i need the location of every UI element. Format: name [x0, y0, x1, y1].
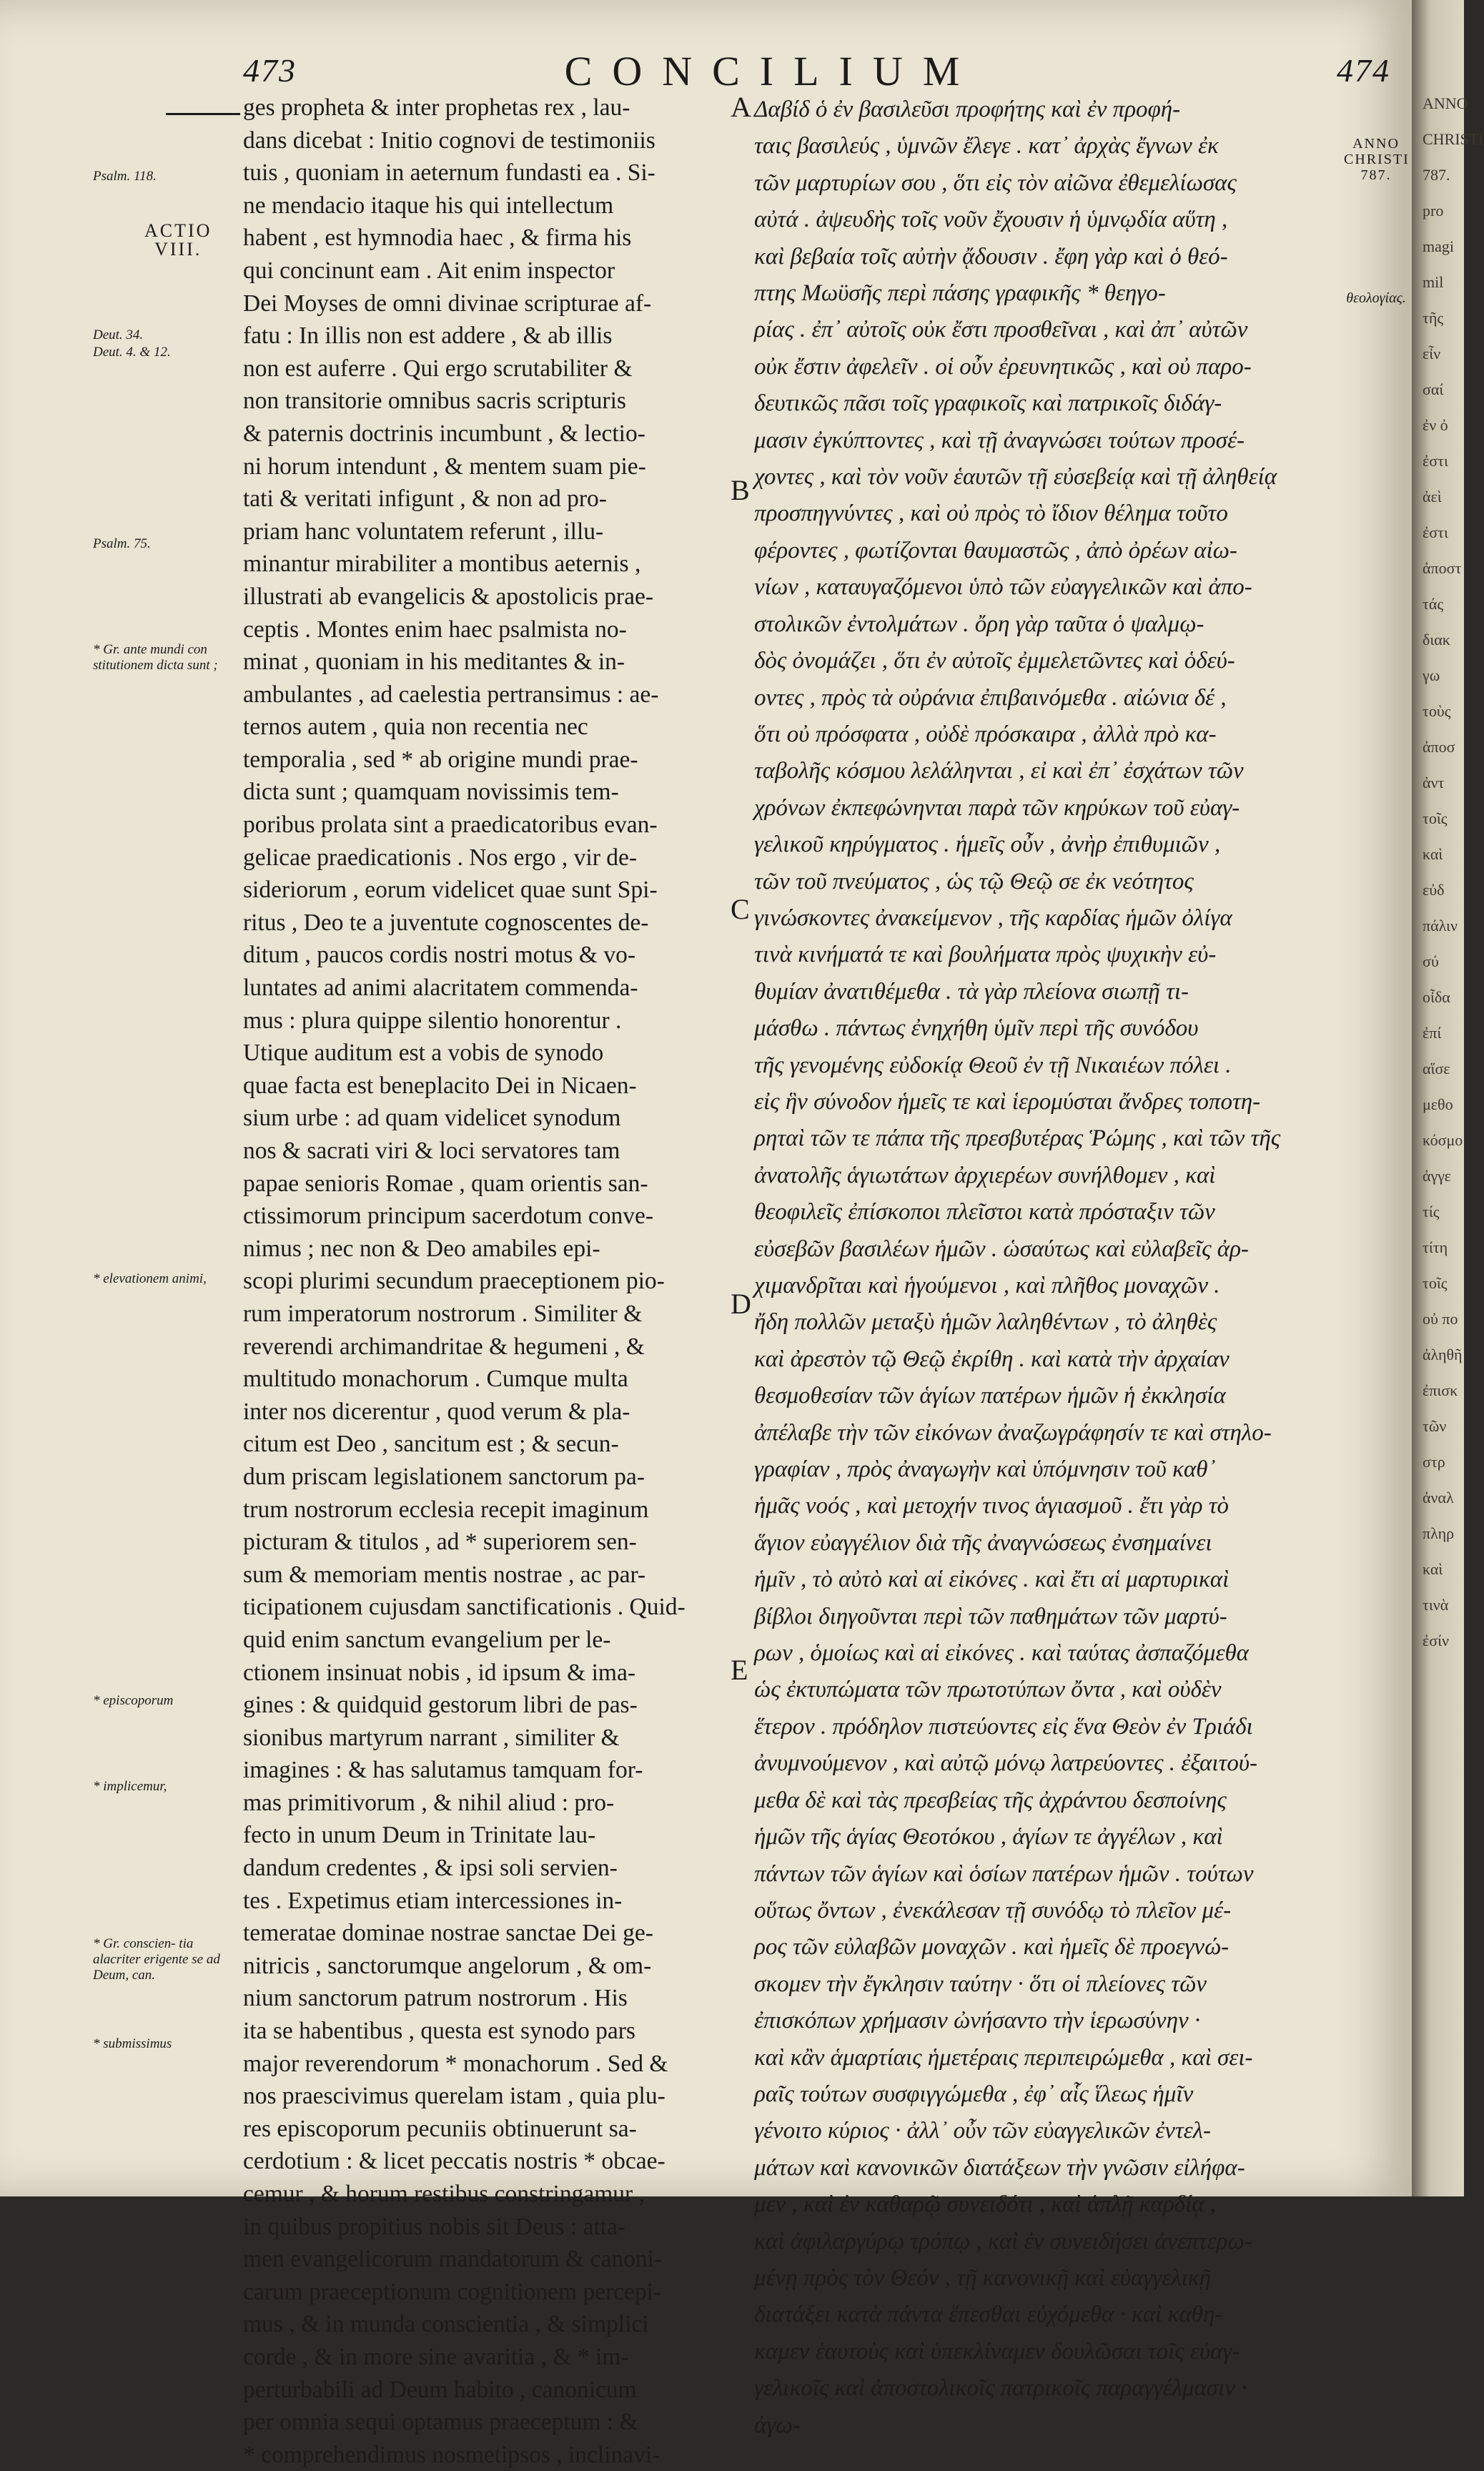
facing-page-fragment: ἀεὶ [1423, 488, 1442, 505]
latin-text-line: temeratae dominae nostrae sanctae Dei ge- [243, 1920, 653, 1947]
greek-text-line: σκομεν τὴν ἔγκλησιν ταύτην · ὅτι οἱ πλείονες τῶν [754, 1971, 1207, 1997]
facing-page-fragment: CHRISTI [1423, 130, 1484, 148]
page-number-left: 473 [243, 52, 297, 89]
section-rule [166, 113, 240, 115]
latin-text-line: tes . Expetimus etiam intercessiones in- [243, 1887, 623, 1914]
greek-text-line: εἰς ἣν σύνοδον ἡμεῖς τε καὶ ἱερομύσται ἄνδρες τοποτη- [754, 1088, 1261, 1115]
greek-text-line: ὡς ἐκτυπώματα τῶν πρωτοτύπων ὄντα , καὶ οὐδὲν [754, 1677, 1222, 1703]
facing-page-fragment: ἐσίν [1423, 1632, 1449, 1649]
greek-text-line: θεσμοθεσίαν τῶν ἁγίων πατέρων ἡμῶν ἡ ἐκκλησία [754, 1383, 1226, 1409]
greek-text-line: διατάξει κατὰ πάντα ἕπεσθαι εὐχόμεθα · καὶ καθη- [754, 2302, 1223, 2328]
latin-text-line: gelicae praedicationis . Nos ergo , vir de- [243, 844, 637, 871]
greek-text-line: οὕτως ὄντων , ἐνεκάλεσαν τῇ συνόδῳ τὸ πλεῖον μέ- [754, 1897, 1232, 1923]
greek-text-line: γελικοῖς καὶ ἀποστολικοῖς πατρικοῖς παραγγέλμασιν · [754, 2375, 1247, 2402]
greek-text-line: νίων , καταυγαζόμενοι ὑπὸ τῶν εὐαγγελικῶν καὶ ἀπο- [754, 574, 1252, 601]
facing-page-fragment: στρ [1423, 1453, 1445, 1471]
facing-page-fragment: ἀποστ [1423, 559, 1462, 577]
latin-text-line: ctionem insinuat nobis , id ipsum & ima- [243, 1659, 635, 1686]
latin-text-line: temporalia , sed * ab origine mundi prae- [243, 746, 638, 773]
greek-text-line: πτης Μωϋσῆς περὶ πάσης γραφικῆς * θεηγο- [754, 280, 1166, 307]
latin-text-line: tuis , quoniam in aeternum fundasti ea . Si- [243, 159, 656, 187]
greek-text-line: ρων , ὁμοίως καὶ αἱ εἰκόνες . καὶ ταύτας ἀσπαζόμεθα [754, 1640, 1249, 1667]
facing-page-fragment: τῶν [1423, 1417, 1447, 1435]
greek-text-line: ἤδη πολλῶν μεταξὺ ἡμῶν λαληθέντων , τὸ ἀληθὲς [754, 1309, 1217, 1336]
facing-page-fragment: ἀγγε [1423, 1167, 1451, 1185]
latin-text-line: papae senioris Romae , quam orientis san- [243, 1170, 648, 1197]
latin-text-line: scopi plurimi secundum praeceptionem pio- [243, 1268, 665, 1295]
latin-text-line: nium sanctorum patrum nostrorum . His [243, 1985, 628, 2012]
right-margin-notes [1344, 136, 1408, 307]
running-title: CONCILIUM [564, 48, 980, 94]
facing-page-fragment: οἶδα [1423, 988, 1450, 1006]
margin-note: Deut. 34. [93, 327, 144, 342]
latin-text-line: priam hanc voluntatem referunt , illu- [243, 518, 604, 545]
section-letter: E [731, 1654, 748, 1686]
facing-page-fragment: ANNO [1423, 94, 1468, 112]
greek-text-line: καὶ ἀρεστὸν τῷ Θεῷ ἐκρίθη . καὶ κατὰ τὴν ἀρχαίαν [754, 1346, 1230, 1372]
greek-text-line: ρηταὶ τῶν τε πάπα τῆς πρεσβυτέρας Ῥώμης , καὶ τῶν τῆς [754, 1125, 1281, 1152]
greek-text-line: ἕτερον . πρόδηλον πιστεύοντες εἰς ἕνα Θεὸν ἐν Τριάδι [754, 1713, 1253, 1740]
greek-text-line: γινώσκοντες ἀνακείμενον , τῆς καρδίας ἡμῶν ὀλίγα [754, 904, 1232, 931]
facing-page-fragment: σαί [1423, 380, 1444, 398]
latin-text-line: tati & veritati infigunt , & non ad pro- [243, 485, 607, 513]
latin-text-line: inter nos dicerentur , quod verum & pla- [243, 1398, 630, 1425]
greek-text-line: εὐσεβῶν βασιλέων ἡμῶν . ὡσαύτως καὶ εὐλαβεῖς ἀρ- [754, 1236, 1249, 1262]
greek-text-line: μάσθω . πάντως ἐνηχήθη ὑμῖν περὶ τῆς συνόδου [754, 1015, 1199, 1042]
actio-number: VIII. [154, 239, 202, 260]
margin-note: * Gr. conscien- tia alacriter erigente se ad Deum, can. [93, 1936, 220, 1983]
facing-page-fragment: ἀντ [1423, 774, 1445, 791]
greek-text-line: προσπηγνύντες , καὶ οὐ πρὸς τὸ ἴδιον θέλημα τοῦτο [754, 500, 1228, 527]
greek-text-line: ἡμῶν τῆς ἁγίας Θεοτόκου , ἁγίων τε ἀγγέλων , καὶ [754, 1824, 1223, 1850]
latin-text-line: ctissimorum principum sacerdotum conve- [243, 1203, 654, 1230]
greek-text-line: μεν , καὶ ἐν καθαρῷ συνειδότι , καὶ ἁπλῇ καρδίᾳ , [754, 2191, 1217, 2218]
greek-text-line: ταις βασιλεύς , ὑμνῶν ἔλεγε . κατ᾽ ἀρχὰς ἔγνων ἐκ [754, 133, 1219, 159]
latin-text-line: quae facta est beneplacito Dei in Nicaen- [243, 1072, 637, 1099]
greek-text-line: τῆς γενομένης εὐδοκίᾳ Θεοῦ ἐν τῇ Νικαιέων πόλει . [754, 1052, 1232, 1078]
latin-text-line: mus : plura quippe silentio honorentur . [243, 1007, 622, 1034]
facing-page-fragment: σύ [1423, 952, 1439, 970]
greek-column [754, 92, 1387, 2444]
margin-note: * implicemur, [93, 1779, 167, 1794]
latin-text-line: res episcoporum pecuniis obtinuerunt sa- [243, 2115, 637, 2142]
margin-note-right: θεολογίας. [1346, 290, 1406, 306]
facing-page-fragment: κόσμο [1423, 1131, 1463, 1149]
greek-text-line: βίβλοι διηγοῦνται περὶ τῶν παθημάτων τῶν μαρτύ- [754, 1603, 1227, 1629]
greek-text-line: πάντων τῶν ἁγίων καὶ ὁσίων πατέρων ἡμῶν . τούτων [754, 1860, 1254, 1887]
latin-text-line: ticipationem cujusdam sanctificationis . Quid- [243, 1594, 686, 1621]
latin-text-line: ternos autem , quia non recentia nec [243, 714, 588, 741]
facing-page-fragment: αἵσε [1423, 1060, 1450, 1077]
latin-text-line: sionibus martyrum narrant , similiter & [243, 1724, 620, 1751]
greek-text-line: μένῃ πρὸς τὸν Θεόν , τῇ κανονικῇ καὶ εὐαγγελικῇ [754, 2264, 1212, 2291]
facing-page-fragment: ἀναλ [1423, 1489, 1454, 1506]
greek-text-line: καὶ κἂν ἁμαρτίαις ἡμετέραις περιπειρώμεθα , καὶ σει- [754, 2044, 1253, 2071]
section-letter: C [731, 893, 750, 925]
latin-text-line: dum priscam legislationem sanctorum pa- [243, 1463, 645, 1490]
latin-text-line: nitricis , sanctorumque angelorum , & om- [243, 1952, 652, 1979]
latin-text-line: nos praescivimus querelam istam , quia plu- [243, 2083, 666, 2110]
latin-text-line: habent , est hymnodia haec , & firma his [243, 225, 632, 252]
latin-text-line: & paternis doctrinis incumbunt , & lectio- [243, 420, 645, 447]
greek-text-line: χιμανδρῖται καὶ ἡγούμενοι , καὶ πλῆθος μοναχῶν . [754, 1273, 1220, 1298]
greek-text-line: ἀνυμνούμενον , καὶ αὐτῷ μόνῳ λατρεύοντες . ἐξαιτού- [754, 1750, 1257, 1777]
latin-text-line: per omnia sequi optamus praeceptum : & [243, 2409, 638, 2436]
actio-word: ACTIO [144, 220, 212, 241]
latin-text-line: Dei Moyses de omni divinae scripturae af- [243, 290, 652, 317]
greek-text-line: καμεν ἑαυτοὺς καὶ ὑπεκλίναμεν δουλῶσαι τοῖς εὐαγ- [754, 2338, 1240, 2364]
section-letter: D [731, 1288, 751, 1320]
latin-text-line: rum imperatorum nostrorum . Similiter & [243, 1300, 643, 1327]
greek-text-line: ἀνατολῆς ἁγιωτάτων ἀρχιερέων συνήλθομεν , καὶ [754, 1162, 1216, 1188]
anno-label: ANNO [1352, 136, 1400, 152]
greek-text-line: οὐκ ἔστιν ἀφελεῖν . οἱ οὖν ἐρευνητικῶς , καὶ οὐ παρο- [754, 353, 1252, 380]
latin-text-line: non transitorie omnibus sacris scripturis [243, 388, 626, 415]
facing-page-fragment: ἐν ὀ [1423, 416, 1448, 434]
facing-page-fragment: pro [1423, 202, 1444, 220]
latin-text-line: ges propheta & inter prophetas rex , lau- [243, 94, 630, 121]
greek-text-line: ἡμῖν , τὸ αὐτὸ καὶ αἱ εἰκόνες . καὶ ἔτι αἱ μαρτυρικαὶ [754, 1567, 1230, 1593]
christi-label: CHRISTI [1344, 152, 1410, 167]
facing-page-fragment: mil [1423, 273, 1444, 291]
latin-text-line: minantur mirabiliter a montibus aeternis , [243, 551, 641, 578]
latin-text-line: dicta sunt ; quamquam novissimis tem- [243, 779, 619, 806]
margin-note: Psalm. 75. [93, 536, 151, 551]
greek-text-line: γένοιτο κύριος · ἀλλ᾽ οὖν τῶν εὐαγγελικῶν ἐντελ- [754, 2118, 1211, 2144]
latin-text-line: dans dicebat : Initio cognovi de testimoniis [243, 127, 656, 154]
latin-text-line: major reverendorum * monachorum . Sed & [243, 2050, 668, 2077]
facing-page-fragment: εὐδ [1423, 881, 1445, 899]
year-label: 787. [1360, 167, 1392, 183]
greek-text-line: καὶ βεβαία τοῖς αὐτὴν ᾄδουσιν . ἔφη γὰρ καὶ ὁ θεό- [754, 243, 1228, 270]
greek-text-line: στολικῶν ἐντολμάτων . ὄρη γὰρ ταῦτα ὁ ψαλμῳ- [754, 611, 1204, 637]
latin-text-line: dandum credentes , & ipsi soli servien- [243, 1855, 618, 1882]
latin-text-line: illustrati ab evangelicis & apostolicis prae- [243, 583, 653, 610]
greek-text-line: τῶν μαρτυρίων σου , ὅτι εἰς τὸν αἰῶνα ἐθεμελίωσας [754, 169, 1237, 196]
latin-text-line: corde , & in more sine avaritia , & * im- [243, 2343, 629, 2370]
latin-text-line: ne mendacio itaque his qui intellectum [243, 192, 614, 219]
facing-page-fragment: τῆς [1423, 309, 1444, 327]
latin-text-line: cemur , & horum restibus constringamur , [243, 2181, 645, 2207]
margin-note: Deut. 4. & 12. [93, 345, 171, 360]
latin-text-line: in quibus propitius nobis sit Deus : atta- [243, 2213, 626, 2240]
section-letter: A [731, 91, 751, 123]
latin-text-line: ditum , paucos cordis nostri motus & vo- [243, 942, 635, 969]
facing-page-fragment: ἀποσ [1423, 738, 1455, 756]
margin-note: * elevationem animi, [93, 1271, 207, 1286]
latin-text-line: mas primitivorum , & nihil aliud : pro- [243, 1789, 615, 1816]
greek-text-line: δευτικῶς πᾶσι τοῖς γραφικοῖς καὶ πατρικοῖς διδάγ- [754, 390, 1222, 417]
facing-page-fragment: τοῖς [1423, 1274, 1448, 1292]
latin-text-line: multitudo monachorum . Cumque multa [243, 1366, 628, 1393]
latin-text-line: nimus ; nec non & Deo amabiles epi- [243, 1235, 600, 1262]
latin-text-line: citum est Deo , sancitum est ; & secun- [243, 1431, 619, 1458]
greek-text-line: ἡμᾶς νοός , καὶ μετοχήν τινος ἁγιασμοῦ . ἔτι γὰρ τὸ [754, 1493, 1230, 1519]
latin-text-line: ambulantes , ad caelestia pertransimus : ae- [243, 681, 659, 708]
greek-text-line: χρόνων ἐκπεφώνηνται παρὰ τῶν κηρύκων τοῦ εὐαγ- [754, 794, 1240, 821]
facing-page-fragment: πάλιν [1423, 917, 1458, 934]
facing-page-fragment: τινὰ [1423, 1596, 1449, 1614]
latin-text-line: fecto in unum Deum in Trinitate lau- [243, 1822, 596, 1849]
latin-column [243, 92, 729, 2471]
latin-text-line: poribus prolata sint a praedicatoribus evan- [243, 812, 658, 839]
margin-note: Psalm. 118. [93, 169, 157, 184]
latin-text-line: sideriorum , eorum videlicet quae sunt Spi- [243, 877, 658, 904]
latin-text-line: ceptis . Montes enim haec psalmista no- [243, 616, 627, 643]
latin-text-line: qui concinunt eam . Ait enim inspector [243, 257, 615, 284]
latin-text-line: * comprehendimus nosmetipsos , inclinavi- [243, 2441, 661, 2468]
facing-page-fragment: γω [1423, 666, 1440, 684]
greek-text-line: οντες , πρὸς τὰ οὐράνια ἐπιβαινόμεθα . αἰώνια δέ , [754, 684, 1227, 711]
greek-text-line: δὸς ὀνομάζει , ὅτι ἐν αὐτοῖς ἐμμελετῶντες καὶ ὁδεύ- [754, 648, 1235, 674]
latin-text-line: picturam & titulos , ad * superiorem sen- [243, 1529, 637, 1556]
latin-text-line: minat , quoniam in his meditantes & in- [243, 648, 625, 676]
facing-page-fragment: ἐπί [1423, 1024, 1442, 1042]
facing-page-fragment: τίς [1423, 1203, 1440, 1220]
facing-page-fragment: εἶν [1423, 345, 1441, 362]
greek-text-line: Δαβίδ ὁ ἐν βασιλεῦσι προφήτης καὶ ἐν προφή- [754, 97, 1181, 122]
latin-text-line: nos & sacrati viri & loci servatores tam [243, 1138, 620, 1164]
greek-text-line: ἀπέλαβε τὴν τῶν εἰκόνων ἀναζωγράφησίν τε καὶ στηλο- [754, 1419, 1272, 1446]
latin-text-line: sium urbe : ad quam videlicet synodum [243, 1105, 621, 1132]
margin-note: * episcoporum [93, 1693, 174, 1708]
greek-text-line: τινὰ κινήματά τε καὶ βουλήματα πρὸς ψυχικὴν εὐ- [754, 942, 1217, 968]
facing-page-fragment: τοῖς [1423, 809, 1448, 827]
facing-page-fragment: 787. [1423, 166, 1450, 184]
latin-text-line: luntates ad animi alacritatem commenda- [243, 975, 638, 1002]
greek-text-line: ταβολῆς κόσμου λελάληνται , εἰ καὶ ἐπ᾽ ἐσχάτων τῶν [754, 758, 1244, 784]
greek-text-line: θεοφιλεῖς ἐπίσκοποι πλεῖστοι κατὰ πρόσταξιν τῶν [754, 1199, 1215, 1225]
greek-text-line: μάτων καὶ κανονικῶν διατάξεων τὴν γνῶσιν εἰλήφα- [754, 2154, 1245, 2181]
greek-text-line: μασιν ἐγκύπτοντες , καὶ τῇ ἀναγνώσει τούτων προσέ- [754, 427, 1245, 453]
greek-text-line: ἅγιον εὐαγγέλιον διὰ τῆς ἀναγνώσεως ἐνσημαίνει [754, 1529, 1212, 1556]
latin-text-line: cerdotium : & licet peccatis nostris * obcae- [243, 2148, 666, 2175]
latin-text-line: men evangelicorum mandatorum & canoni- [243, 2246, 663, 2273]
facing-page-fragment: καὶ [1423, 845, 1443, 863]
greek-text-line: τῶν τοῦ πνεύματος , ὡς τῷ Θεῷ σε ἐκ νεότητος [754, 868, 1194, 894]
latin-text-line: imagines : & has salutamus tamquam for- [243, 1757, 643, 1784]
facing-page-fragment: τάς [1423, 595, 1444, 613]
latin-text-line: sum & memoriam mentis nostrae , ac par- [243, 1561, 646, 1588]
facing-page-fragment: ἐστι [1423, 523, 1448, 541]
facing-page-edge [1423, 86, 1484, 2159]
greek-text-line: φέροντες , φωτίζονται θαυμαστῶς , ἀπὸ ὀρέων αἰω- [754, 537, 1237, 563]
greek-text-line: ὅτι οὐ πρόσφατα , οὐδὲ πρόσκαιρα , ἀλλὰ πρὸ κα- [754, 721, 1217, 747]
actio-label [144, 222, 212, 259]
margin-note: * submissimus [93, 2036, 172, 2051]
latin-text-line: quid enim sanctum evangelium per le- [243, 1626, 611, 1653]
greek-text-line: θυμίαν ἀνατιθέμεθα . τὰ γὰρ πλείονα σιωπῇ τι- [754, 978, 1189, 1005]
latin-text-line: trum nostrorum ecclesia recepit imaginum [243, 1496, 649, 1523]
greek-text-line: καὶ ἀφιλαργύρῳ τρόπῳ , καὶ ἐν συνειδήσει ἀνεπτερω- [754, 2228, 1252, 2254]
facing-page-fragment: οὐ πο [1423, 1310, 1458, 1328]
greek-text-line: χοντες , καὶ τὸν νοῦν ἑαυτῶν τῇ εὐσεβείᾳ καὶ τῇ ἀληθείᾳ [754, 464, 1277, 490]
latin-text-line: reverendi archimandritae & hegumeni , & [243, 1333, 645, 1360]
section-letter: B [731, 474, 750, 506]
greek-text-line: ἀγω- [754, 2412, 801, 2438]
latin-text-line: carum praeceptionum cognitionem percepi- [243, 2278, 662, 2305]
facing-page-fragment: magi [1423, 237, 1454, 255]
latin-text-line: Utique auditum est a vobis de synodo [243, 1040, 604, 1067]
greek-text-line: ρος τῶν εὐλαβῶν μοναχῶν . καὶ ἡμεῖς δὲ προεγνώ- [754, 1934, 1230, 1960]
facing-page-fragment: πληρ [1423, 1524, 1455, 1542]
latin-text-line: fatu : In illis non est addere , & ab illis [243, 322, 613, 350]
margin-note: * Gr. ante mundi con stitutionem dicta sunt ; [93, 642, 218, 673]
page-number-right: 474 [1337, 52, 1390, 89]
facing-page-fragment: ἀληθῆ [1423, 1346, 1463, 1363]
greek-text-line: γελικοῦ κηρύγματος . ἡμεῖς οὖν , ἀνὴρ ἐπιθυμιῶν , [754, 832, 1221, 858]
latin-text-line: mus , & in munda conscientia , & simplici [243, 2311, 649, 2338]
latin-text-line: non est auferre . Qui ergo scrutabiliter & [243, 355, 633, 382]
greek-text-line: ρίας . ἐπ᾽ αὐτοῖς οὐκ ἔστι προσθεῖναι , καὶ ἀπ᾽ αὐτῶν [754, 317, 1248, 343]
facing-page-fragment: ἐπισκ [1423, 1381, 1458, 1399]
greek-text-line: μεθα δὲ καὶ τὰς πρεσβείας τῆς ἀχράντου δεσποίνης [754, 1787, 1227, 1813]
latin-text-line: gines : & quidquid gestorum libri de pas- [243, 1692, 638, 1719]
greek-text-line: αὐτά . ἀψευδὴς τοῖς νοῦν ἔχουσιν ἡ ὑμνῳδία αὕτη , [754, 207, 1228, 233]
greek-text-line: γραφίαν , πρὸς ἀναγωγὴν καὶ ὑπόμνησιν τοῦ καθ᾽ [754, 1456, 1216, 1483]
facing-page-fragment: ἐστι [1423, 452, 1448, 470]
latin-text-line: perturbabili ad Deum habito , canonicum [243, 2376, 637, 2403]
facing-page-fragment: τίτη [1423, 1238, 1448, 1256]
greek-text-line: ἐπισκόπων χρήμασιν ὠνήσαντο τὴν ἱερωσύνην · [754, 2008, 1201, 2034]
facing-page-fragment: καὶ [1423, 1560, 1443, 1578]
latin-text-line: ita se habentibus , questa est synodo pars [243, 2018, 635, 2045]
facing-page-fragment: διακ [1423, 631, 1450, 648]
latin-text-line: ritus , Deo te a juventute cognoscentes de- [243, 909, 649, 936]
latin-text-line: ni horum intendunt , & mentem suam pie- [243, 453, 646, 480]
facing-page-fragment: τοὺς [1423, 702, 1451, 720]
facing-page-fragment: μεθο [1423, 1095, 1453, 1113]
greek-text-line: ραῖς τούτων συσφιγγώμεθα , ἐφ᾽ αἷς ἵλεως ἡμῖν [754, 2081, 1194, 2107]
